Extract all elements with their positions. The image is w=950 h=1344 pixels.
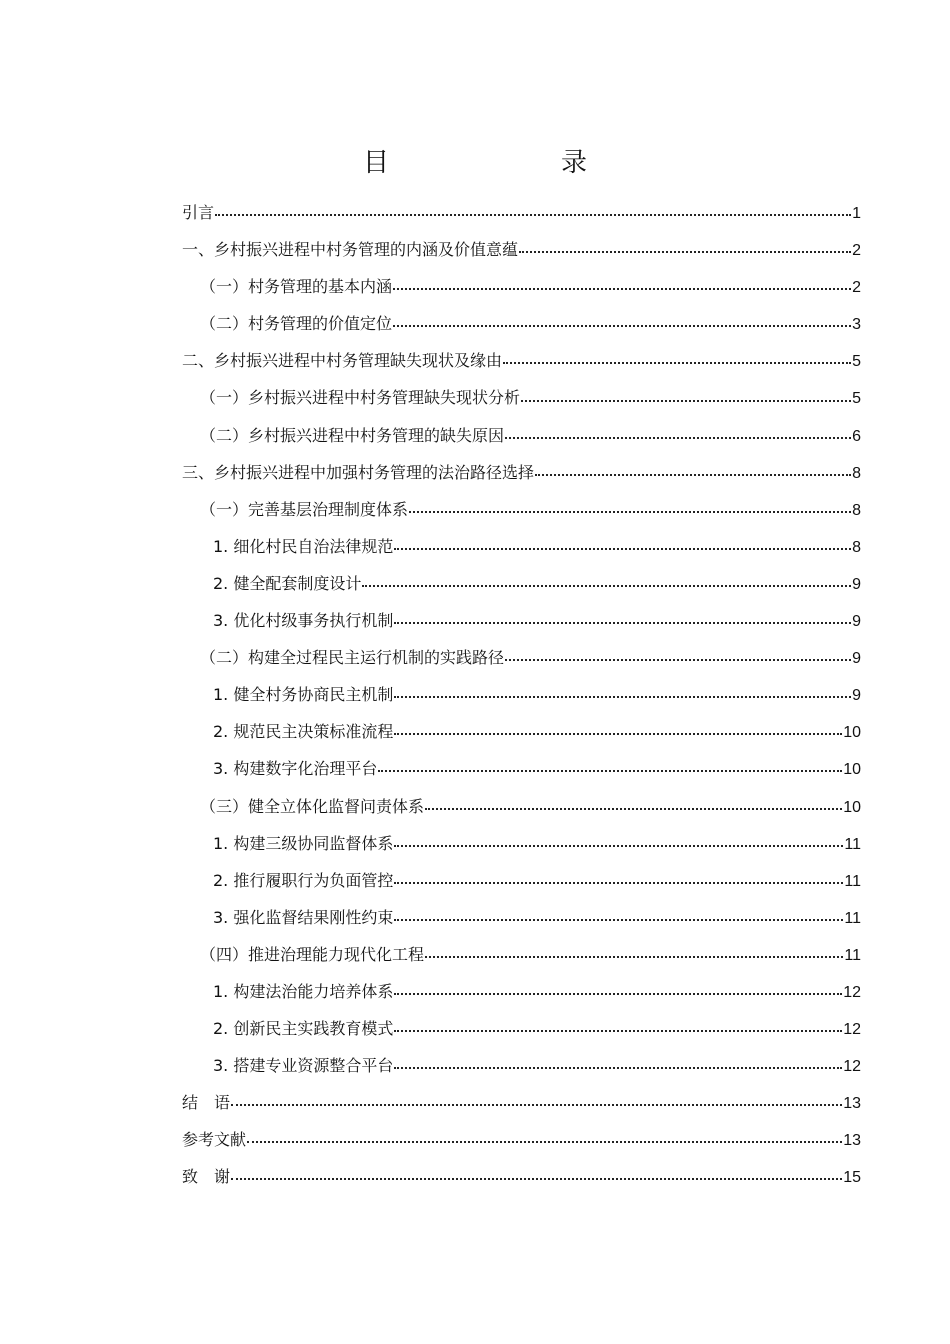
dot-leader: [521, 399, 851, 402]
dot-leader: [394, 621, 851, 624]
toc-entry[interactable]: [182, 1090, 861, 1127]
toc-entry-label: 2. 健全配套制度设计: [213, 573, 362, 593]
toc-entry-page: 10: [843, 761, 861, 779]
toc-entry-label: （一）村务管理的基本内涵: [200, 277, 393, 297]
toc-entry-page: 8: [852, 464, 861, 482]
dot-leader: [394, 918, 843, 921]
toc-entry-page: 11: [844, 872, 861, 890]
toc-entry[interactable]: [182, 868, 861, 905]
toc-entry[interactable]: [182, 1016, 861, 1053]
toc-entry[interactable]: [182, 979, 861, 1016]
dot-leader: [394, 695, 851, 698]
toc-entry[interactable]: [182, 1053, 861, 1090]
toc-entry-label: 1. 构建三级协同监督体系: [213, 833, 394, 853]
dot-leader: [215, 213, 851, 216]
toc-entry[interactable]: [182, 608, 861, 645]
toc-entry[interactable]: [182, 719, 861, 756]
toc-entry-page: 12: [843, 983, 861, 1001]
toc-entry-label: 2. 推行履职行为负面管控: [213, 870, 394, 890]
toc-entry[interactable]: [182, 682, 861, 719]
toc-entry[interactable]: [182, 1164, 861, 1201]
dot-leader: [394, 992, 842, 995]
toc-entry-page: 12: [843, 1021, 861, 1039]
toc-entry-label: （二）构建全过程民主运行机制的实践路径: [200, 648, 505, 668]
toc-entry[interactable]: [182, 1127, 861, 1164]
toc-entry[interactable]: [182, 497, 861, 534]
dot-leader: [519, 250, 851, 253]
toc-entry[interactable]: [182, 571, 861, 608]
dot-leader: [425, 955, 843, 958]
toc-entry-page: 12: [843, 1058, 861, 1076]
dot-leader: [231, 1103, 842, 1106]
toc-entry-label: （一）完善基层治理制度体系: [200, 499, 409, 519]
toc-entry-label: 致 谢: [182, 1167, 231, 1187]
toc-entry-page: 9: [852, 650, 861, 668]
page-title: 目 录: [362, 148, 627, 178]
toc-entry-label: （三）健全立体化监督问责体系: [200, 796, 425, 816]
dot-leader: [425, 807, 842, 810]
toc-entry-label: （一）乡村振兴进程中村务管理缺失现状分析: [200, 388, 521, 408]
dot-leader: [409, 510, 851, 513]
toc-entry-page: 13: [843, 1095, 861, 1113]
toc-entry-label: （二）乡村振兴进程中村务管理的缺失原因: [200, 425, 505, 445]
toc-entry-page: 9: [852, 687, 861, 705]
toc-entry-page: 2: [852, 242, 861, 260]
toc-entry-label: 3. 搭建专业资源整合平台: [213, 1056, 394, 1076]
toc-entry-label: 结 语: [182, 1093, 231, 1113]
toc-entry[interactable]: [182, 423, 861, 460]
dot-leader: [362, 584, 851, 587]
toc-entry[interactable]: [182, 534, 861, 571]
toc-entry-label: 1. 健全村务协商民主机制: [213, 685, 394, 705]
toc-entry-label: （二）村务管理的价值定位: [200, 314, 393, 334]
toc-entry-page: 5: [852, 353, 861, 371]
dot-leader: [394, 732, 842, 735]
toc-entry-page: 8: [852, 538, 861, 556]
toc-entry-label: （四）推进治理能力现代化工程: [200, 944, 425, 964]
toc-entry[interactable]: [182, 274, 861, 311]
toc-entry-page: 9: [852, 613, 861, 631]
toc-entry-page: 10: [843, 798, 861, 816]
dot-leader: [505, 436, 851, 439]
toc-entry[interactable]: [182, 756, 861, 793]
toc-entry-label: 1. 构建法治能力培养体系: [213, 981, 394, 1001]
toc-entry-label: 2. 创新民主实践教育模式: [213, 1019, 394, 1039]
dot-leader: [503, 361, 851, 364]
dot-leader: [505, 658, 851, 661]
toc-entry-label: 三、乡村振兴进程中加强村务管理的法治路径选择: [182, 462, 535, 482]
toc-entry-label: 3. 构建数字化治理平台: [213, 759, 378, 779]
dot-leader: [393, 287, 851, 290]
toc-entry[interactable]: [182, 311, 861, 348]
toc-entry[interactable]: [182, 200, 861, 237]
toc-entry-page: 8: [852, 501, 861, 519]
toc-entry-label: 1. 细化村民自治法律规范: [213, 536, 394, 556]
toc-entry-page: 10: [843, 724, 861, 742]
toc-entry-page: 2: [852, 279, 861, 297]
toc-entry[interactable]: [182, 460, 861, 497]
toc-entry[interactable]: [182, 348, 861, 385]
toc-entry-page: 6: [852, 427, 861, 445]
toc-entry-page: 15: [843, 1169, 861, 1187]
toc-entry-page: 11: [844, 909, 861, 927]
toc-entry[interactable]: [182, 794, 861, 831]
toc-entry[interactable]: [182, 942, 861, 979]
toc-entry-page: 1: [852, 205, 861, 222]
toc-entry[interactable]: [182, 385, 861, 422]
toc-entry-label: 2. 规范民主决策标准流程: [213, 722, 394, 742]
toc-entry-label: 3. 优化村级事务执行机制: [213, 611, 394, 631]
dot-leader: [535, 473, 851, 476]
dot-leader: [378, 769, 842, 772]
table-of-contents: [182, 200, 861, 1202]
toc-entry-page: 11: [844, 835, 861, 853]
toc-entry-page: 9: [852, 575, 861, 593]
dot-leader: [394, 1029, 842, 1032]
toc-entry-page: 11: [844, 946, 861, 964]
toc-entry-page: 5: [852, 390, 861, 408]
toc-entry-label: 3. 强化监督结果刚性约束: [213, 907, 394, 927]
dot-leader: [394, 881, 843, 884]
toc-entry-label: 二、乡村振兴进程中村务管理缺失现状及缘由: [182, 351, 503, 371]
dot-leader: [231, 1177, 842, 1180]
toc-entry-label: 参考文献: [182, 1130, 247, 1150]
toc-entry[interactable]: [182, 645, 861, 682]
toc-entry[interactable]: [182, 905, 861, 942]
dot-leader: [394, 547, 851, 550]
toc-entry[interactable]: [182, 831, 861, 868]
dot-leader: [394, 844, 843, 847]
toc-entry-label: 引言: [182, 203, 215, 222]
toc-entry-page: 3: [852, 316, 861, 334]
dot-leader: [394, 1066, 842, 1069]
toc-entry-page: 13: [843, 1132, 861, 1150]
toc-entry-label: 一、乡村振兴进程中村务管理的内涵及价值意蕴: [182, 240, 519, 260]
dot-leader: [247, 1140, 842, 1143]
toc-entry[interactable]: [182, 237, 861, 274]
dot-leader: [393, 324, 851, 327]
